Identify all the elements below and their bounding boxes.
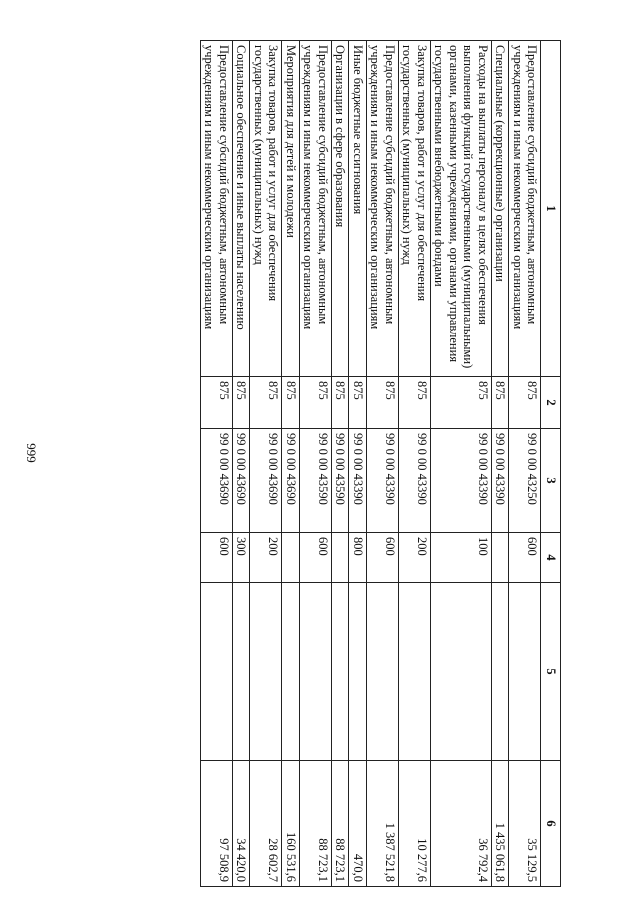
row-col5 xyxy=(367,583,399,761)
row-target-code: 99 0 00 43690 xyxy=(201,429,233,533)
row-name: Мероприятия для детей и молодежи xyxy=(282,41,300,377)
row-col5 xyxy=(282,583,300,761)
row-grbs: 875 xyxy=(332,377,350,429)
row-target-code: 99 0 00 43690 xyxy=(250,429,282,533)
row-grbs: 875 xyxy=(250,377,282,429)
row-name: Предоставление субсидий бюджетным, автономным учреждениям и иным некоммерческим организациям xyxy=(509,41,541,377)
row-grbs: 875 xyxy=(399,377,431,429)
row-col5 xyxy=(332,583,350,761)
row-name: Предоставление субсидий бюджетным, автономным учреждениям и иным некоммерческим организациям xyxy=(201,41,233,377)
row-col5 xyxy=(492,583,510,761)
header-col-3: 3 xyxy=(541,429,561,533)
row-grbs: 875 xyxy=(233,377,251,429)
row-amount: 160 531,6 xyxy=(282,761,300,887)
row-target-code: 99 0 00 43590 xyxy=(332,429,350,533)
row-amount: 36 792,4 xyxy=(431,761,492,887)
row-col5 xyxy=(233,583,251,761)
row-target-code: 99 0 00 43250 xyxy=(509,429,541,533)
header-col-6: 6 xyxy=(541,761,561,887)
row-expense-type: 300 xyxy=(233,533,251,583)
row-expense-type: 100 xyxy=(431,533,492,583)
row-amount: 28 602,7 xyxy=(250,761,282,887)
row-col5 xyxy=(250,583,282,761)
row-expense-type xyxy=(282,533,300,583)
row-expense-type: 600 xyxy=(367,533,399,583)
row-col5 xyxy=(431,583,492,761)
row-amount: 10 277,6 xyxy=(399,761,431,887)
row-col5 xyxy=(509,583,541,761)
table-row xyxy=(509,41,541,887)
row-amount: 470,0 xyxy=(349,761,367,887)
table-row xyxy=(349,41,367,887)
row-target-code: 99 0 00 43690 xyxy=(282,429,300,533)
row-grbs: 875 xyxy=(509,377,541,429)
row-col5 xyxy=(399,583,431,761)
row-target-code: 99 0 00 43690 xyxy=(233,429,251,533)
header-col-5: 5 xyxy=(541,583,561,761)
row-target-code: 99 0 00 43390 xyxy=(399,429,431,533)
header-col-2: 2 xyxy=(541,377,561,429)
row-name: Социальное обеспечение и иные выплаты населению xyxy=(233,41,251,377)
row-grbs: 875 xyxy=(300,377,332,429)
row-name: Иные бюджетные ассигнования xyxy=(349,41,367,377)
page-number: 999 xyxy=(24,443,39,463)
table-row xyxy=(282,41,300,887)
rotated-table-container xyxy=(89,40,561,886)
row-name: Закупка товаров, работ и услуг для обеспечения государственных (муниципальных) нужд xyxy=(399,41,431,377)
row-amount: 88 723,1 xyxy=(300,761,332,887)
table-row xyxy=(431,41,492,887)
row-expense-type: 600 xyxy=(201,533,233,583)
table-row xyxy=(300,41,332,887)
row-grbs: 875 xyxy=(367,377,399,429)
row-name: Закупка товаров, работ и услуг для обеспечения государственных (муниципальных) нужд xyxy=(250,41,282,377)
table-row xyxy=(492,41,510,887)
row-expense-type: 200 xyxy=(399,533,431,583)
table-frame xyxy=(89,40,561,886)
row-amount: 97 508,9 xyxy=(201,761,233,887)
row-target-code: 99 0 00 43390 xyxy=(431,429,492,533)
table-row xyxy=(367,41,399,887)
row-expense-type: 200 xyxy=(250,533,282,583)
row-expense-type xyxy=(492,533,510,583)
row-col5 xyxy=(201,583,233,761)
budget-table xyxy=(200,40,561,887)
row-target-code: 99 0 00 43390 xyxy=(367,429,399,533)
row-col5 xyxy=(349,583,367,761)
row-expense-type: 600 xyxy=(300,533,332,583)
row-target-code: 99 0 00 43390 xyxy=(349,429,367,533)
header-col-1: 1 xyxy=(541,41,561,377)
row-name: Специальные (коррекционные) организации xyxy=(492,41,510,377)
table-header-row xyxy=(541,41,561,887)
table-row xyxy=(332,41,350,887)
row-amount: 1 387 521,8 xyxy=(367,761,399,887)
row-grbs: 875 xyxy=(201,377,233,429)
row-col5 xyxy=(300,583,332,761)
row-name: Расходы на выплаты персоналу в целях обеспечения выполнения функций государственными (муниципальными) органами, казенными учреждениями, органами управления государственными внебюджетными фондами xyxy=(431,41,492,377)
table-row xyxy=(399,41,431,887)
row-amount: 35 129,5 xyxy=(509,761,541,887)
row-expense-type xyxy=(332,533,350,583)
row-amount: 1 435 061,8 xyxy=(492,761,510,887)
row-target-code: 99 0 00 43590 xyxy=(300,429,332,533)
row-expense-type: 600 xyxy=(509,533,541,583)
row-name: Организации в сфере образования xyxy=(332,41,350,377)
row-expense-type: 800 xyxy=(349,533,367,583)
row-name: Предоставление субсидий бюджетным, автономным учреждениям и иным некоммерческим организациям xyxy=(367,41,399,377)
table-row xyxy=(233,41,251,887)
row-grbs: 875 xyxy=(492,377,510,429)
row-amount: 88 723,1 xyxy=(332,761,350,887)
row-grbs: 875 xyxy=(282,377,300,429)
row-grbs: 875 xyxy=(349,377,367,429)
row-amount: 34 420,0 xyxy=(233,761,251,887)
table-row xyxy=(201,41,233,887)
row-grbs: 875 xyxy=(431,377,492,429)
table-row xyxy=(250,41,282,887)
row-target-code: 99 0 00 43390 xyxy=(492,429,510,533)
row-name: Предоставление субсидий бюджетным, автономным учреждениям и иным некоммерческим организациям xyxy=(300,41,332,377)
header-col-4: 4 xyxy=(541,533,561,583)
